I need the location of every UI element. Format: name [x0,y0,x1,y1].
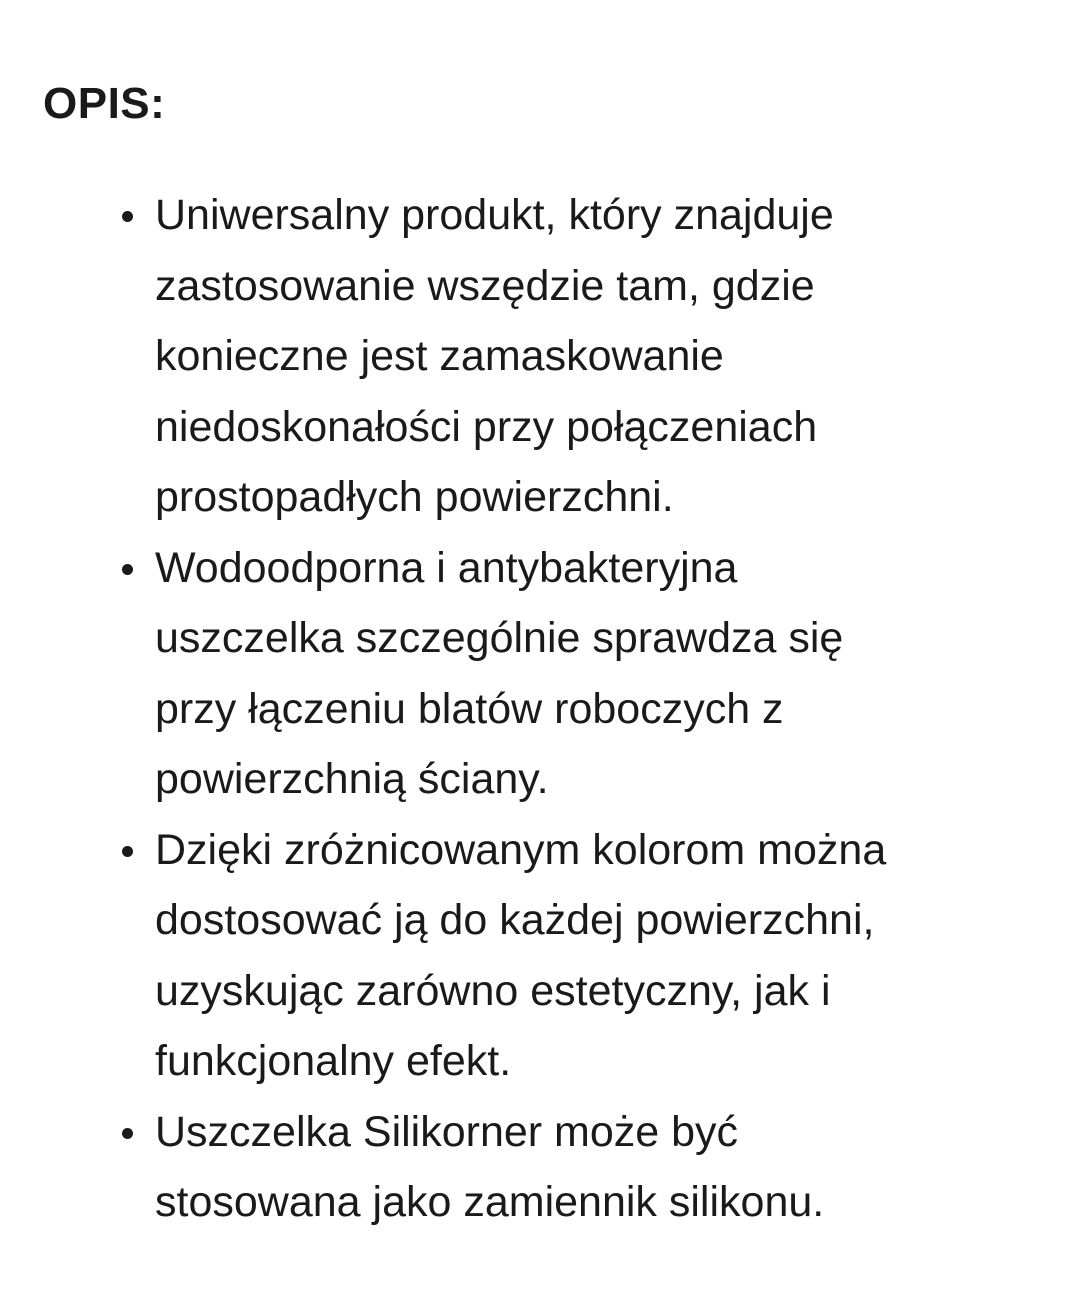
bullet-icon [122,846,133,857]
text-line: Uniwersalny produkt, który znajduje [155,191,834,239]
bullet-icon [122,1128,133,1139]
text-line: uszczelka szczególnie sprawdza się [155,614,844,662]
section-title: OPIS: [43,79,166,128]
bullet-icon [122,211,133,222]
text-line: Uszczelka Silikorner może być [155,1107,739,1156]
description-list [155,180,1035,1238]
list-item [155,180,1035,533]
text-line: niedoskonałości przy połączeniach [155,402,818,451]
text-line: Wodoodporna i antybakteryjna [155,543,738,592]
list-item [155,533,1035,815]
list-item-text [155,1097,1035,1238]
list-item [155,1097,1035,1238]
text-line: konieczne jest zamaskowanie [155,332,724,380]
text-line: przy łączeniu blatów roboczych z [155,684,784,733]
text-line: prostopadłych powierzchni. [155,473,674,521]
list-item [155,815,1035,1097]
list-item-text [155,533,1035,815]
text-line: dostosować ją do każdej powierzchni, [155,896,875,944]
list-item-text [155,180,1035,533]
text-line: Dzięki zróżnicowanym kolorom można [155,825,887,874]
text-line: uzyskując zarówno estetyczny, jak i [155,966,831,1015]
list-item-text [155,815,1035,1097]
text-line: powierzchnią ściany. [155,755,549,803]
text-line: zastosowanie wszędzie tam, gdzie [155,261,815,310]
text-line: stosowana jako zamiennik silikonu. [155,1178,825,1226]
bullet-icon [122,564,133,575]
text-line: funkcjonalny efekt. [155,1037,512,1085]
